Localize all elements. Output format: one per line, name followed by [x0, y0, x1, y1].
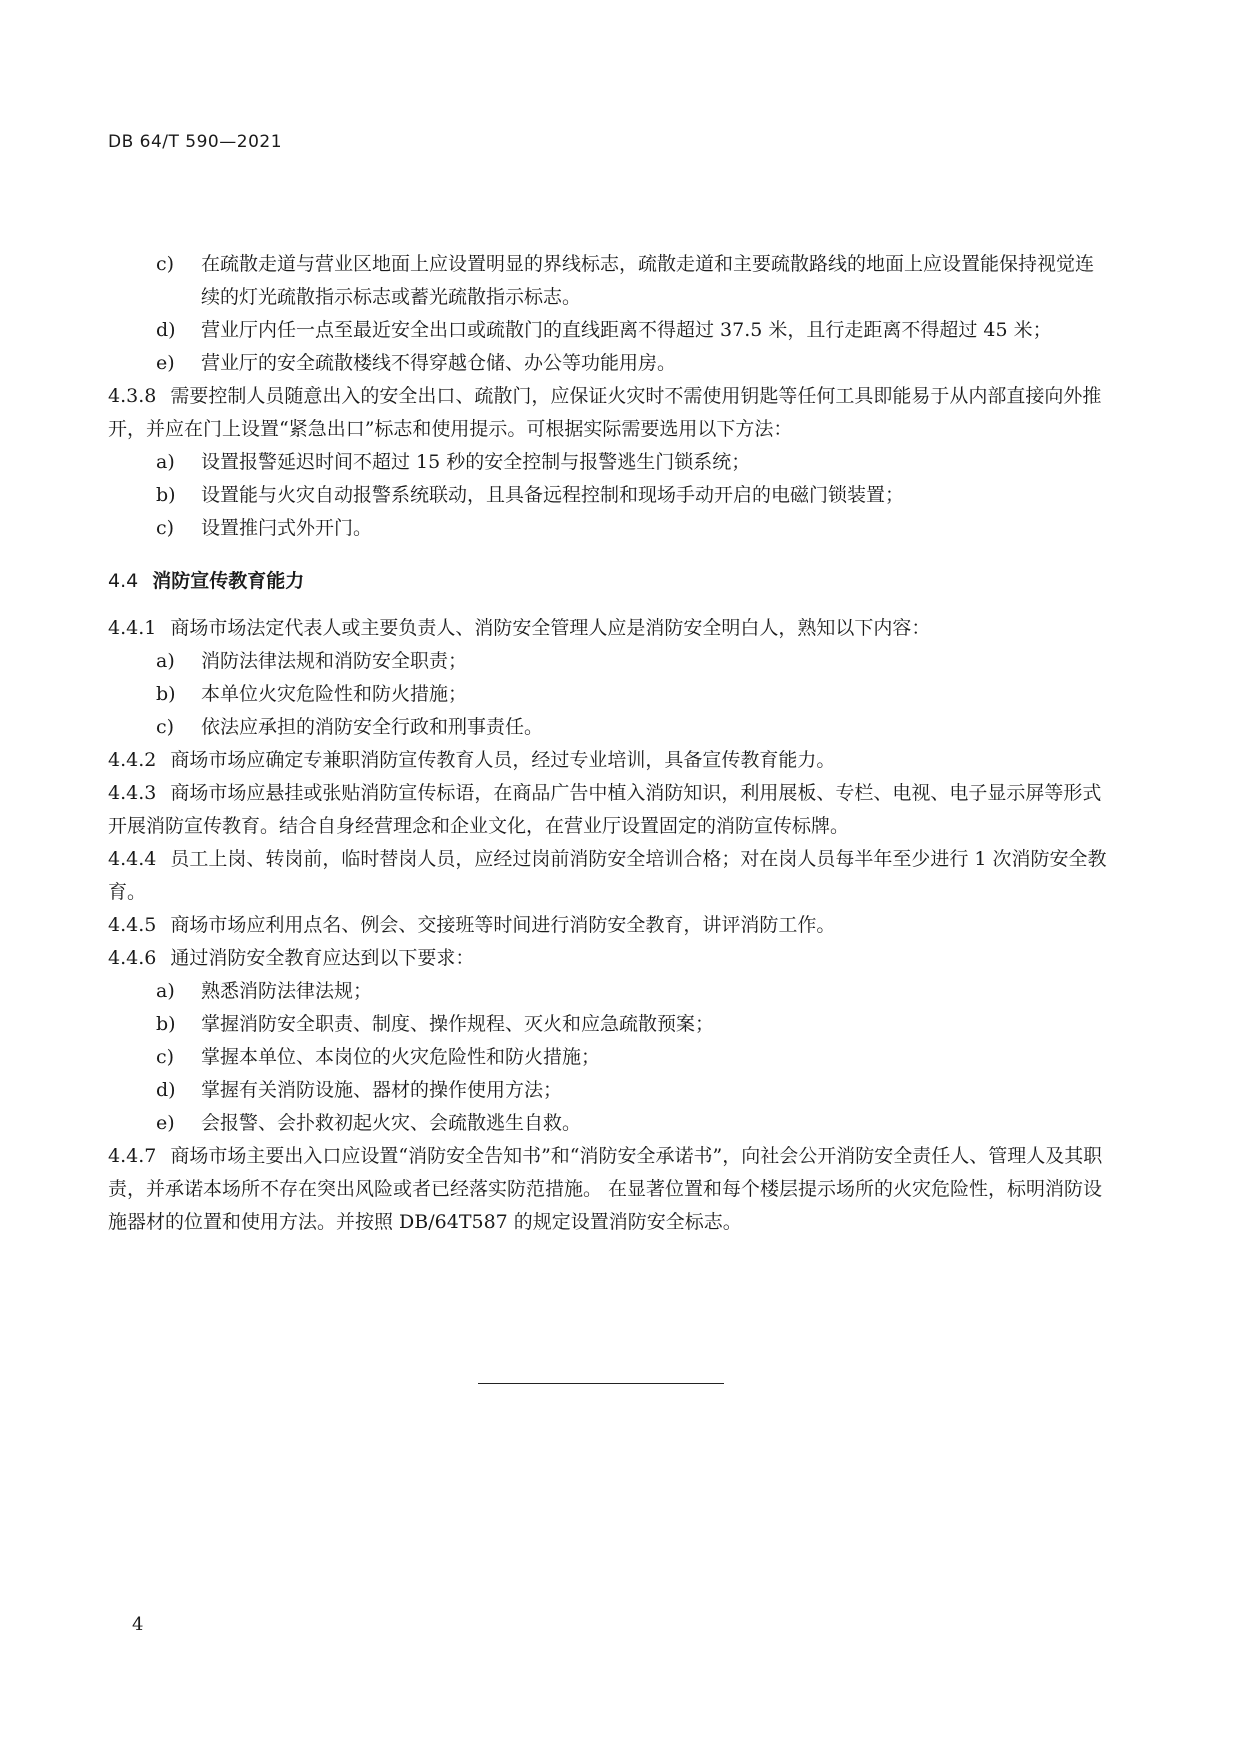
page-number: 4 [132, 1614, 144, 1635]
list-item: a) 消防法律法规和消防安全职责； [156, 650, 468, 672]
clause-4-3-8: 4.3.8 需要控制人员随意出入的安全出口、疏散门，应保证火灾时不需使用钥匙等任何工具即能易于从内部直接向外推开，并应在门上设置“紧急出口”标志和使用提示。可根据实际需要选用以下方法： [108, 385, 1102, 440]
end-rule [478, 1383, 724, 1384]
clause-4-4-6: 4.4.6 通过消防安全教育应达到以下要求： [108, 947, 475, 969]
section-heading-4-4: 4.4 消防宣传教育能力 [108, 570, 305, 592]
list-item: c) 在疏散走道与营业区地面上应设置明显的界线标志，疏散走道和主要疏散路线的地面上应设置能保持视觉连续的灯光疏散指示标志或蓄光疏散指示标志。 [156, 253, 1095, 308]
page-content [108, 248, 1108, 1239]
clause-4-4-5: 4.4.5 商场市场应利用点名、例会、交接班等时间进行消防安全教育，讲评消防工作。 [108, 914, 836, 936]
list-item: c) 设置推闩式外开门。 [156, 517, 373, 539]
list-item: e) 会报警、会扑救初起火灾、会疏散逃生自救。 [156, 1112, 582, 1134]
list-item: b) 本单位火灾危险性和防火措施； [156, 683, 468, 705]
list-item: a) 熟悉消防法律法规； [156, 980, 373, 1002]
list-item: d) 掌握有关消防设施、器材的操作使用方法； [156, 1079, 563, 1101]
clause-4-4-3: 4.4.3 商场市场应悬挂或张贴消防宣传标语，在商品广告中植入消防知识，利用展板、专栏、电视、电子显示屏等形式开展消防宣传教育。结合自身经营理念和企业文化，在营业厅设置固定的消防宣传标牌。 [108, 782, 1102, 837]
clause-4-4-4: 4.4.4 员工上岗、转岗前，临时替岗人员，应经过岗前消防安全培训合格；对在岗人员每半年至少进行 1 次消防安全教育。 [108, 848, 1107, 903]
clause-4-4-7: 4.4.7 商场市场主要出入口应设置“消防安全告知书”和“消防安全承诺书”，向社会公开消防安全责任人、管理人及其职责，并承诺本场所不存在突出风险或者已经落实防范措施。 在显著位置和每个楼层提示场所的火灾危险性，标明消防设施器材的位置和使用方法。并按照 DB/64T587 的规定设置消防安全标志。 [108, 1145, 1103, 1233]
list-item: e) 营业厅的安全疏散楼线不得穿越仓储、办公等功能用房。 [156, 352, 677, 374]
document-number: DB 64/T 590—2021 [108, 132, 283, 152]
clause-4-4-2: 4.4.2 商场市场应确定专兼职消防宣传教育人员，经过专业培训，具备宣传教育能力。 [108, 749, 836, 771]
list-item: a) 设置报警延迟时间不超过 15 秒的安全控制与报警逃生门锁系统； [156, 451, 751, 473]
list-item: d) 营业厅内任一点至最近安全出口或疏散门的直线距离不得超过 37.5 米，且行走距离不得超过 45 米； [156, 319, 1052, 341]
list-item: c) 掌握本单位、本岗位的火灾危险性和防火措施； [156, 1046, 601, 1068]
clause-4-4-1: 4.4.1 商场市场法定代表人或主要负责人、消防安全管理人应是消防安全明白人，熟知以下内容： [108, 617, 931, 639]
list-item: c) 依法应承担的消防安全行政和刑事责任。 [156, 716, 544, 738]
list-item: b) 掌握消防安全职责、制度、操作规程、灭火和应急疏散预案； [156, 1013, 715, 1035]
list-item: b) 设置能与火灾自动报警系统联动，且具备远程控制和现场手动开启的电磁门锁装置； [156, 484, 905, 506]
